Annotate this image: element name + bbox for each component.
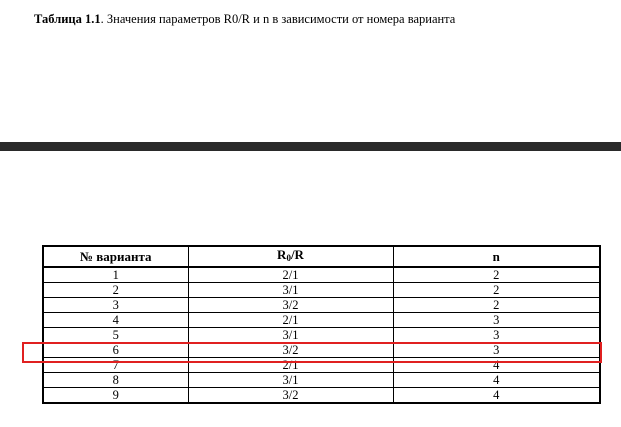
cell-n: 4 — [393, 358, 600, 373]
cell-n: 4 — [393, 373, 600, 388]
cell-ratio: 2/1 — [188, 358, 393, 373]
cell-ratio: 3/2 — [188, 298, 393, 313]
table-row — [43, 388, 600, 404]
header-ratio — [188, 246, 393, 267]
cell-variant: 8 — [43, 373, 188, 388]
table-row — [43, 328, 600, 343]
cell-n: 3 — [393, 328, 600, 343]
cell-variant: 7 — [43, 358, 188, 373]
header-row — [43, 246, 600, 267]
parameters-table — [42, 245, 601, 404]
header-ratio-rest: /R — [290, 247, 304, 262]
page-divider — [0, 142, 621, 151]
cell-ratio: 3/2 — [188, 388, 393, 404]
cell-variant: 9 — [43, 388, 188, 404]
cell-ratio: 2/1 — [188, 313, 393, 328]
cell-n: 2 — [393, 267, 600, 283]
cell-ratio: 2/1 — [188, 267, 393, 283]
cell-n: 4 — [393, 388, 600, 404]
cell-variant: 5 — [43, 328, 188, 343]
header-ratio-main: R — [277, 247, 287, 262]
table-body — [43, 267, 600, 403]
table-row — [43, 267, 600, 283]
cell-ratio: 3/1 — [188, 283, 393, 298]
table-row — [43, 373, 600, 388]
table-row — [43, 358, 600, 373]
table-row — [43, 298, 600, 313]
header-n: n — [393, 246, 600, 267]
header-ratio-sub: 0 — [286, 253, 291, 263]
table-row — [43, 313, 600, 328]
table-row — [43, 343, 600, 358]
cell-n: 3 — [393, 343, 600, 358]
cell-variant: 4 — [43, 313, 188, 328]
cell-variant: 2 — [43, 283, 188, 298]
cell-ratio: 3/1 — [188, 328, 393, 343]
cell-ratio: 3/1 — [188, 373, 393, 388]
table-row — [43, 283, 600, 298]
cell-n: 3 — [393, 313, 600, 328]
caption-label: Таблица 1.1 — [34, 12, 101, 26]
cell-variant: 1 — [43, 267, 188, 283]
table-caption — [34, 11, 455, 27]
cell-n: 2 — [393, 283, 600, 298]
cell-variant: 6 — [43, 343, 188, 358]
cell-n: 2 — [393, 298, 600, 313]
cell-ratio: 3/2 — [188, 343, 393, 358]
cell-variant: 3 — [43, 298, 188, 313]
caption-text: . Значения параметров R0/R и n в зависимости от номера варианта — [100, 12, 456, 26]
header-variant: № варианта — [43, 246, 188, 267]
